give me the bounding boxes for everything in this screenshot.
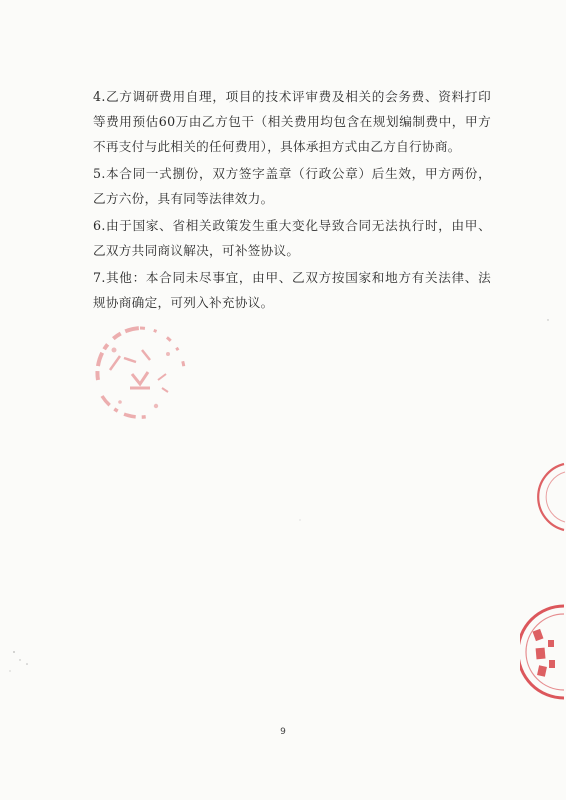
page-number: 9: [280, 727, 286, 737]
clause-5: 5.本合同一式捌份，双方签字盖章（行政公章）后生效，甲方两份，乙方六份，具有同等法律效力。: [93, 166, 491, 206]
clause-7: 7.其他：本合同未尽事宜，由甲、乙双方按国家和地方有关法律、法规协商确定，可列入补充协议。: [93, 270, 491, 310]
clause-4: 4.乙方调研费用自理，项目的技术评审费及相关的会务费、资料打印等费用预估60万由乙方包干（相关费用均包含在规划编制费中，甲方不再支付与此相关的任何费用），具体承担方式由乙方自行协商。: [93, 89, 491, 154]
clause-6: 6.由于国家、省相关政策发生重大变化导致合同无法执行时，由甲、乙双方共同商议解决，可补签协议。: [93, 218, 491, 258]
